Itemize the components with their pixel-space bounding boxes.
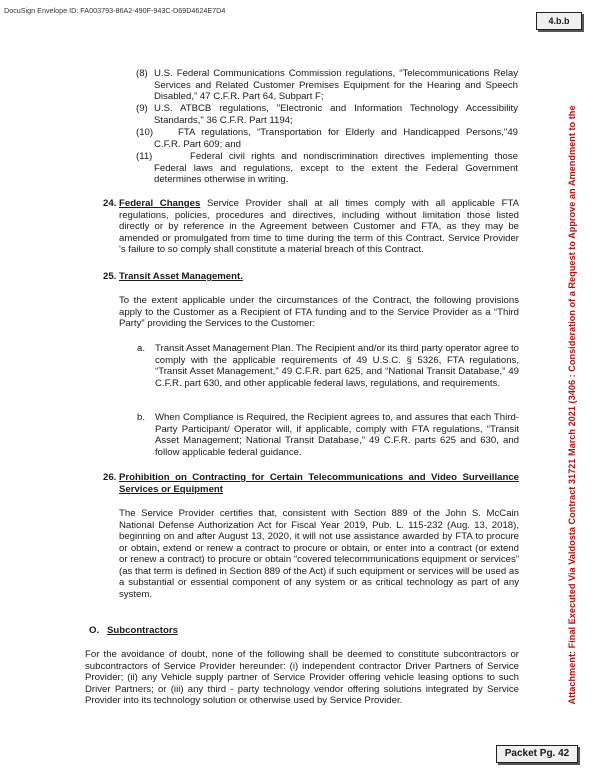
section-24-text: Service Provider shall at all times comply with all applicable FTA regulations, policies, procedures and directives, including without limitation those listed directly or by reference in the Agreement between Customer and FTA, as they may be amended or promulgated from time to time during the term of this Contract. Service Provider 's failure to so comply shall constitute a material breach of this Contract. xyxy=(119,198,519,255)
list-number: (11) xyxy=(136,151,153,162)
section-26-title: Prohibition on Contracting for Certain Telecommunications and Video Surveillance Services or Equipment xyxy=(119,472,519,495)
section-25-item-b: When Compliance is Required, the Recipient agrees to, and assures that each Third-Party Participant/ Operator will, if applicable, comply with FTA regulations, “Transit Asset Management; National Transit Database,” 49 C.F.R. parts 625 and 630, and follow applicable federal guidance. xyxy=(155,412,519,458)
docusign-envelope-id: DocuSign Envelope ID: FA003793-86A2-490F-943C-D69D4624E7D4 xyxy=(4,6,226,15)
section-number: 25. xyxy=(103,271,117,282)
item-label: a. xyxy=(137,343,146,354)
list-item-8: U.S. Federal Communications Commission regulations, “Telecommunications Relay Services and Related Customer Premises Equipment for the Hearing and Speech Disabled,” 47 C.F.R. Part 64, Subpart F; xyxy=(154,68,518,102)
section-24-paragraph xyxy=(119,198,519,256)
section-o-title: Subcontractors xyxy=(107,625,178,636)
agenda-item-tag: 4.b.b xyxy=(536,12,582,30)
section-24-title: Federal Changes xyxy=(119,198,201,209)
section-25-title: Transit Asset Management. xyxy=(119,271,243,282)
packet-page-number: Packet Pg. 42 xyxy=(496,745,578,763)
section-number: 24. xyxy=(103,198,117,209)
attachment-sidebar-text: Attachment: Final Executed Via Valdosta Contract 31721 March 2021 (3406 : Consideration of a Request to Approve an Amendment to the xyxy=(567,105,577,705)
section-25-item-a: Transit Asset Management Plan. The Recipient and/or its third party operator agree to comply with the applicable requirements of 49 U.S.C. § 5326, FTA regulations, “Transit Asset Management,” 49 C.F.R. part 625, and “National Transit Database,” 49 C.F.R. part 630, and other applicable federal laws, regulations, and requirements. xyxy=(155,343,519,389)
list-item-9: U.S. ATBCB regulations, "Electronic and Information Technology Accessibility Standards," 36 C.F.R. Part 1194; xyxy=(154,103,518,126)
section-label: O. xyxy=(89,625,100,636)
section-25-intro: To the extent applicable under the circumstances of the Contract, the following provisions apply to the Customer as a Recipient of FTA funding and to the Service Provider as a “Third Party” providing the Services to the Customer: xyxy=(119,295,519,329)
section-number: 26. xyxy=(103,472,117,483)
section-o-paragraph: For the avoidance of doubt, none of the following shall be deemed to constitute subcontractors or subcontractors of Service Provider hereunder: (i) independent contractor Driver Partners of Service Provider; (ii) any Vehicle supply partner of Service Provider offering vehicle leasing options to such Driver Partners; or (iii) any third - party technology vendor offering solutions integrated by Service Provider into its technology solution or otherwise used by Service Provider. xyxy=(85,649,519,706)
list-item-11: Federal civil rights and nondiscrimination directives implementing those Federal laws and regulations, except to the extent the Federal Government determines otherwise in writing. xyxy=(154,151,518,185)
section-26-paragraph: The Service Provider certifies that, consistent with Section 889 of the John S. McCain National Defense Authorization Act for Fiscal Year 2019, Pub. L. 115-232 (Aug. 13, 2018), beginning on and after August 13, 2020, it will not use assistance awarded by FTA to procure or obtain, extend or renew a contract to procure or obtain, or enter into a contract (or extend or renew a contract) to procure or obtain “covered telecommunications equipment or services” (as that term is defined in Section 889 of the Act) if such equipment or services will be used as a substantial or essential component of any system or as critical technology as part of any system. xyxy=(119,508,519,600)
list-number: (9) xyxy=(136,103,148,114)
list-number: (8) xyxy=(136,68,148,79)
item-label: b. xyxy=(137,412,146,423)
list-item-10: FTA regulations, “Transportation for Elderly and Handicapped Persons,"49 C.F.R. Part 609; and xyxy=(154,127,518,150)
list-number: (10) xyxy=(136,127,154,138)
